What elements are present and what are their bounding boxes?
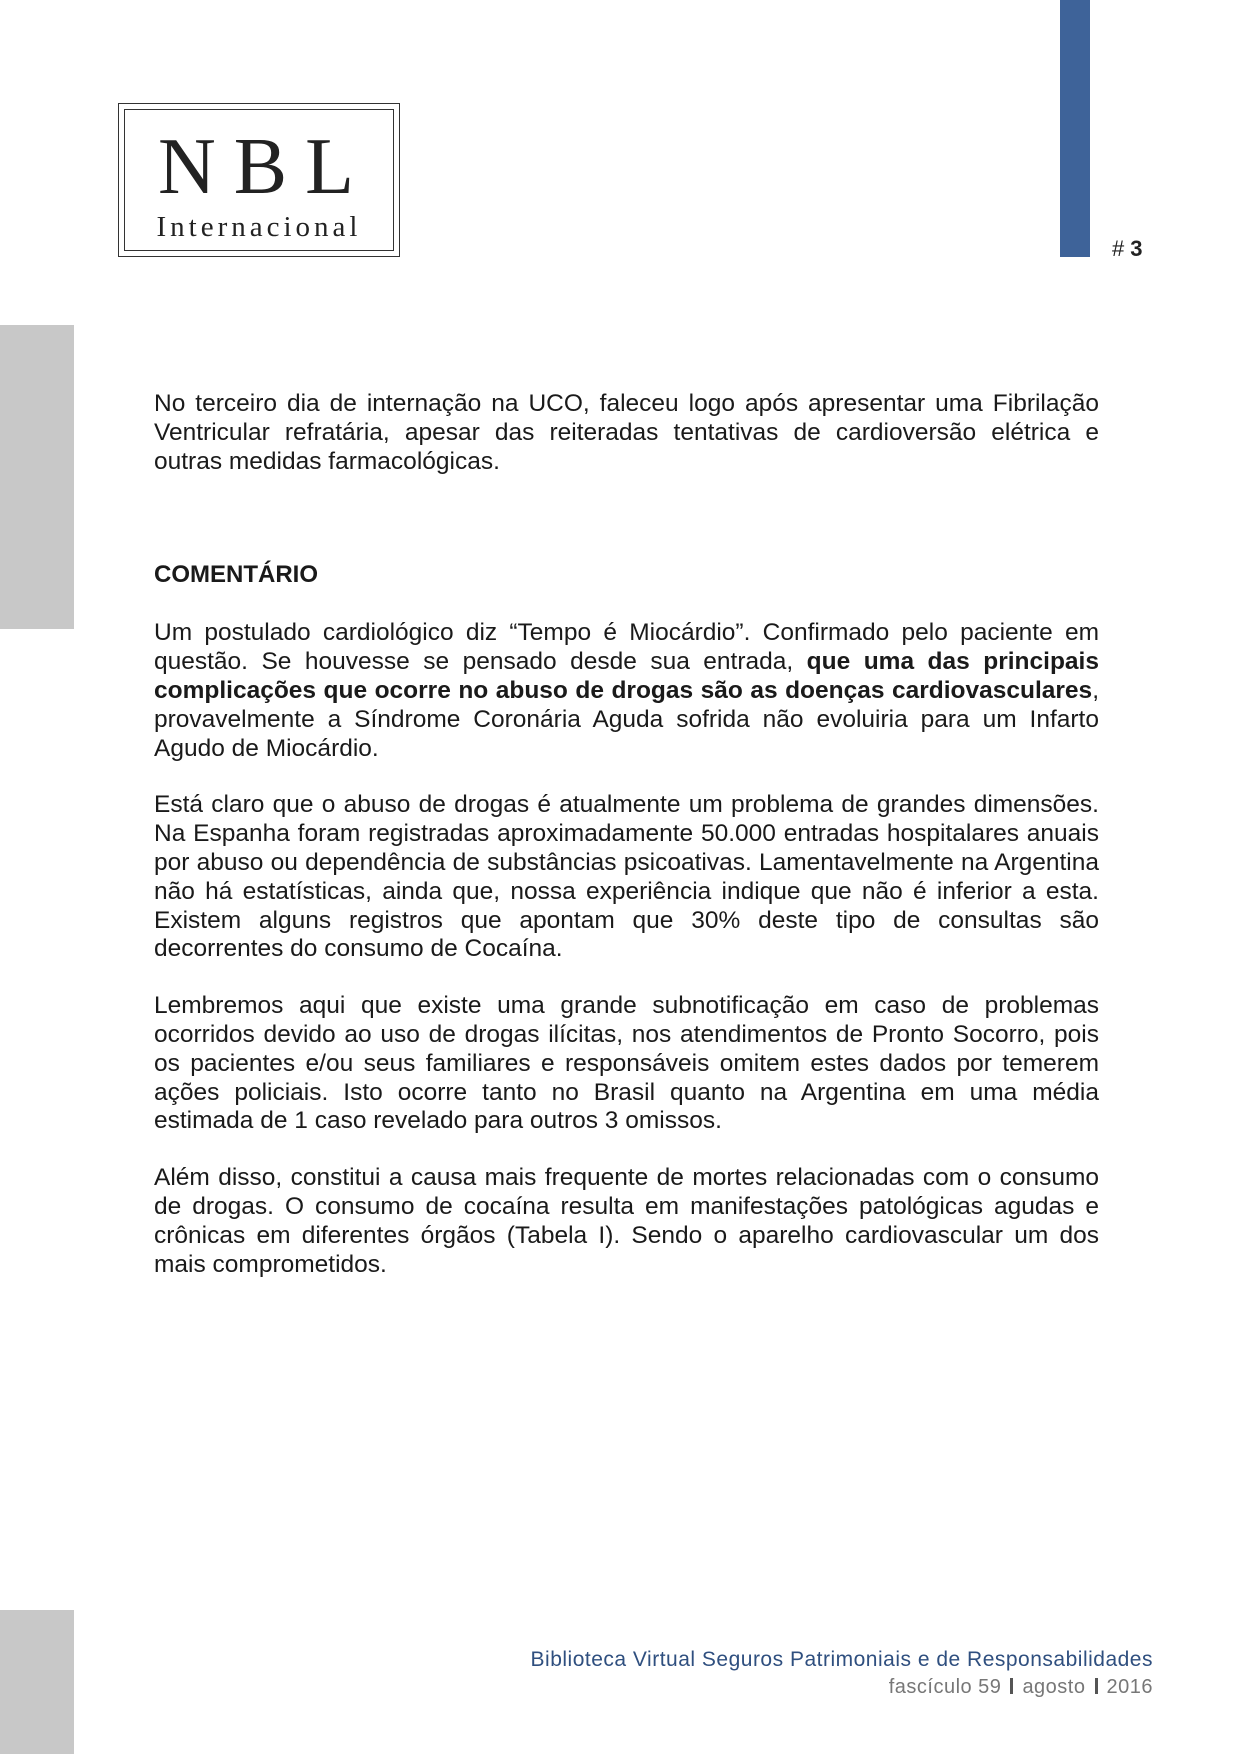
- paragraph-2: [154, 619, 1099, 763]
- paragraph-5: Além disso, constitui a causa mais frequente de mortes relacionadas com o consumo de drogas. O consumo de cocaína resulta em manifestações patológicas agudas e crônicas em diferentes órgãos (Tabela I). Sendo o aparelho cardiovascular um dos mais comprometidos.: [154, 1164, 1099, 1278]
- footer-library-title: Biblioteca Virtual Seguros Patrimoniais e de Responsabilidades: [530, 1648, 1153, 1671]
- page-number-value: 3: [1130, 236, 1143, 261]
- footer-year: 2016: [1106, 1676, 1153, 1698]
- footer-separator: [1010, 1678, 1013, 1694]
- accent-bar: [1060, 0, 1090, 257]
- page-number-prefix: #: [1112, 236, 1125, 261]
- paragraph-3: Está claro que o abuso de drogas é atualmente um problema de grandes dimensões. Na Espanha foram registradas aproximadamente 50.000 entradas hospitalares anuais por abuso ou dependência de substâncias psicoativas. Lamentavelmente na Argentina não há estatísticas, ainda que, nossa experiência indique que não é inferior a esta. Existem alguns registros que apontam que 30% deste tipo de consultas são decorrentes do consumo de Cocaína.: [154, 791, 1099, 963]
- footer-issue: fascículo 59: [888, 1676, 1002, 1698]
- paragraph-2-part-1: Um postulado cardiológico diz “Tempo é Miocárdio”. Confirmado pelo paciente em questão. Se houvesse se pensado desde sua entrada,: [154, 619, 1099, 676]
- paragraph-4: Lembremos aqui que existe uma grande subnotificação em caso de problemas ocorridos devido ao uso de drogas ilícitas, nos atendimentos de Pronto Socorro, pois os pacientes e/ou seus familiares e responsáveis omitem estes dados por temerem ações policiais. Isto ocorre tanto no Brasil quanto na Argentina em uma média estimada de 1 caso revelado para outros 3 omissos.: [154, 992, 1099, 1135]
- paragraph-1: No terceiro dia de internação na UCO, faleceu logo após apresentar uma Fibrilação Ventricular refratária, apesar das reiteradas tentativas de cardioversão elétrica e outras medidas farmacológicas.: [154, 390, 1099, 475]
- logo-subtitle: Internacional: [156, 211, 362, 243]
- section-heading: COMENTÁRIO: [154, 561, 318, 589]
- page-number: [1112, 236, 1143, 262]
- side-bar-top: [0, 325, 74, 629]
- footer-month: agosto: [1022, 1676, 1086, 1698]
- footer: [531, 1648, 1153, 1699]
- logo-inner-frame: [124, 109, 394, 251]
- main-content: [154, 390, 1099, 1279]
- nbl-logo: [118, 103, 400, 257]
- logo-title: NBL: [158, 123, 372, 211]
- paragraph-2-bold: que uma das principais complicações que ocorre no abuso de drogas são as doenças cardiovasculares: [154, 648, 1099, 704]
- footer-separator: [1095, 1678, 1098, 1694]
- footer-issue-info: [531, 1676, 1153, 1699]
- side-bar-bottom: [0, 1610, 74, 1754]
- paragraph-2-part-2: , provavelmente a Síndrome Coronária Aguda sofrida não evoluiria para um Infarto Agudo de Miocárdio.: [154, 676, 1099, 762]
